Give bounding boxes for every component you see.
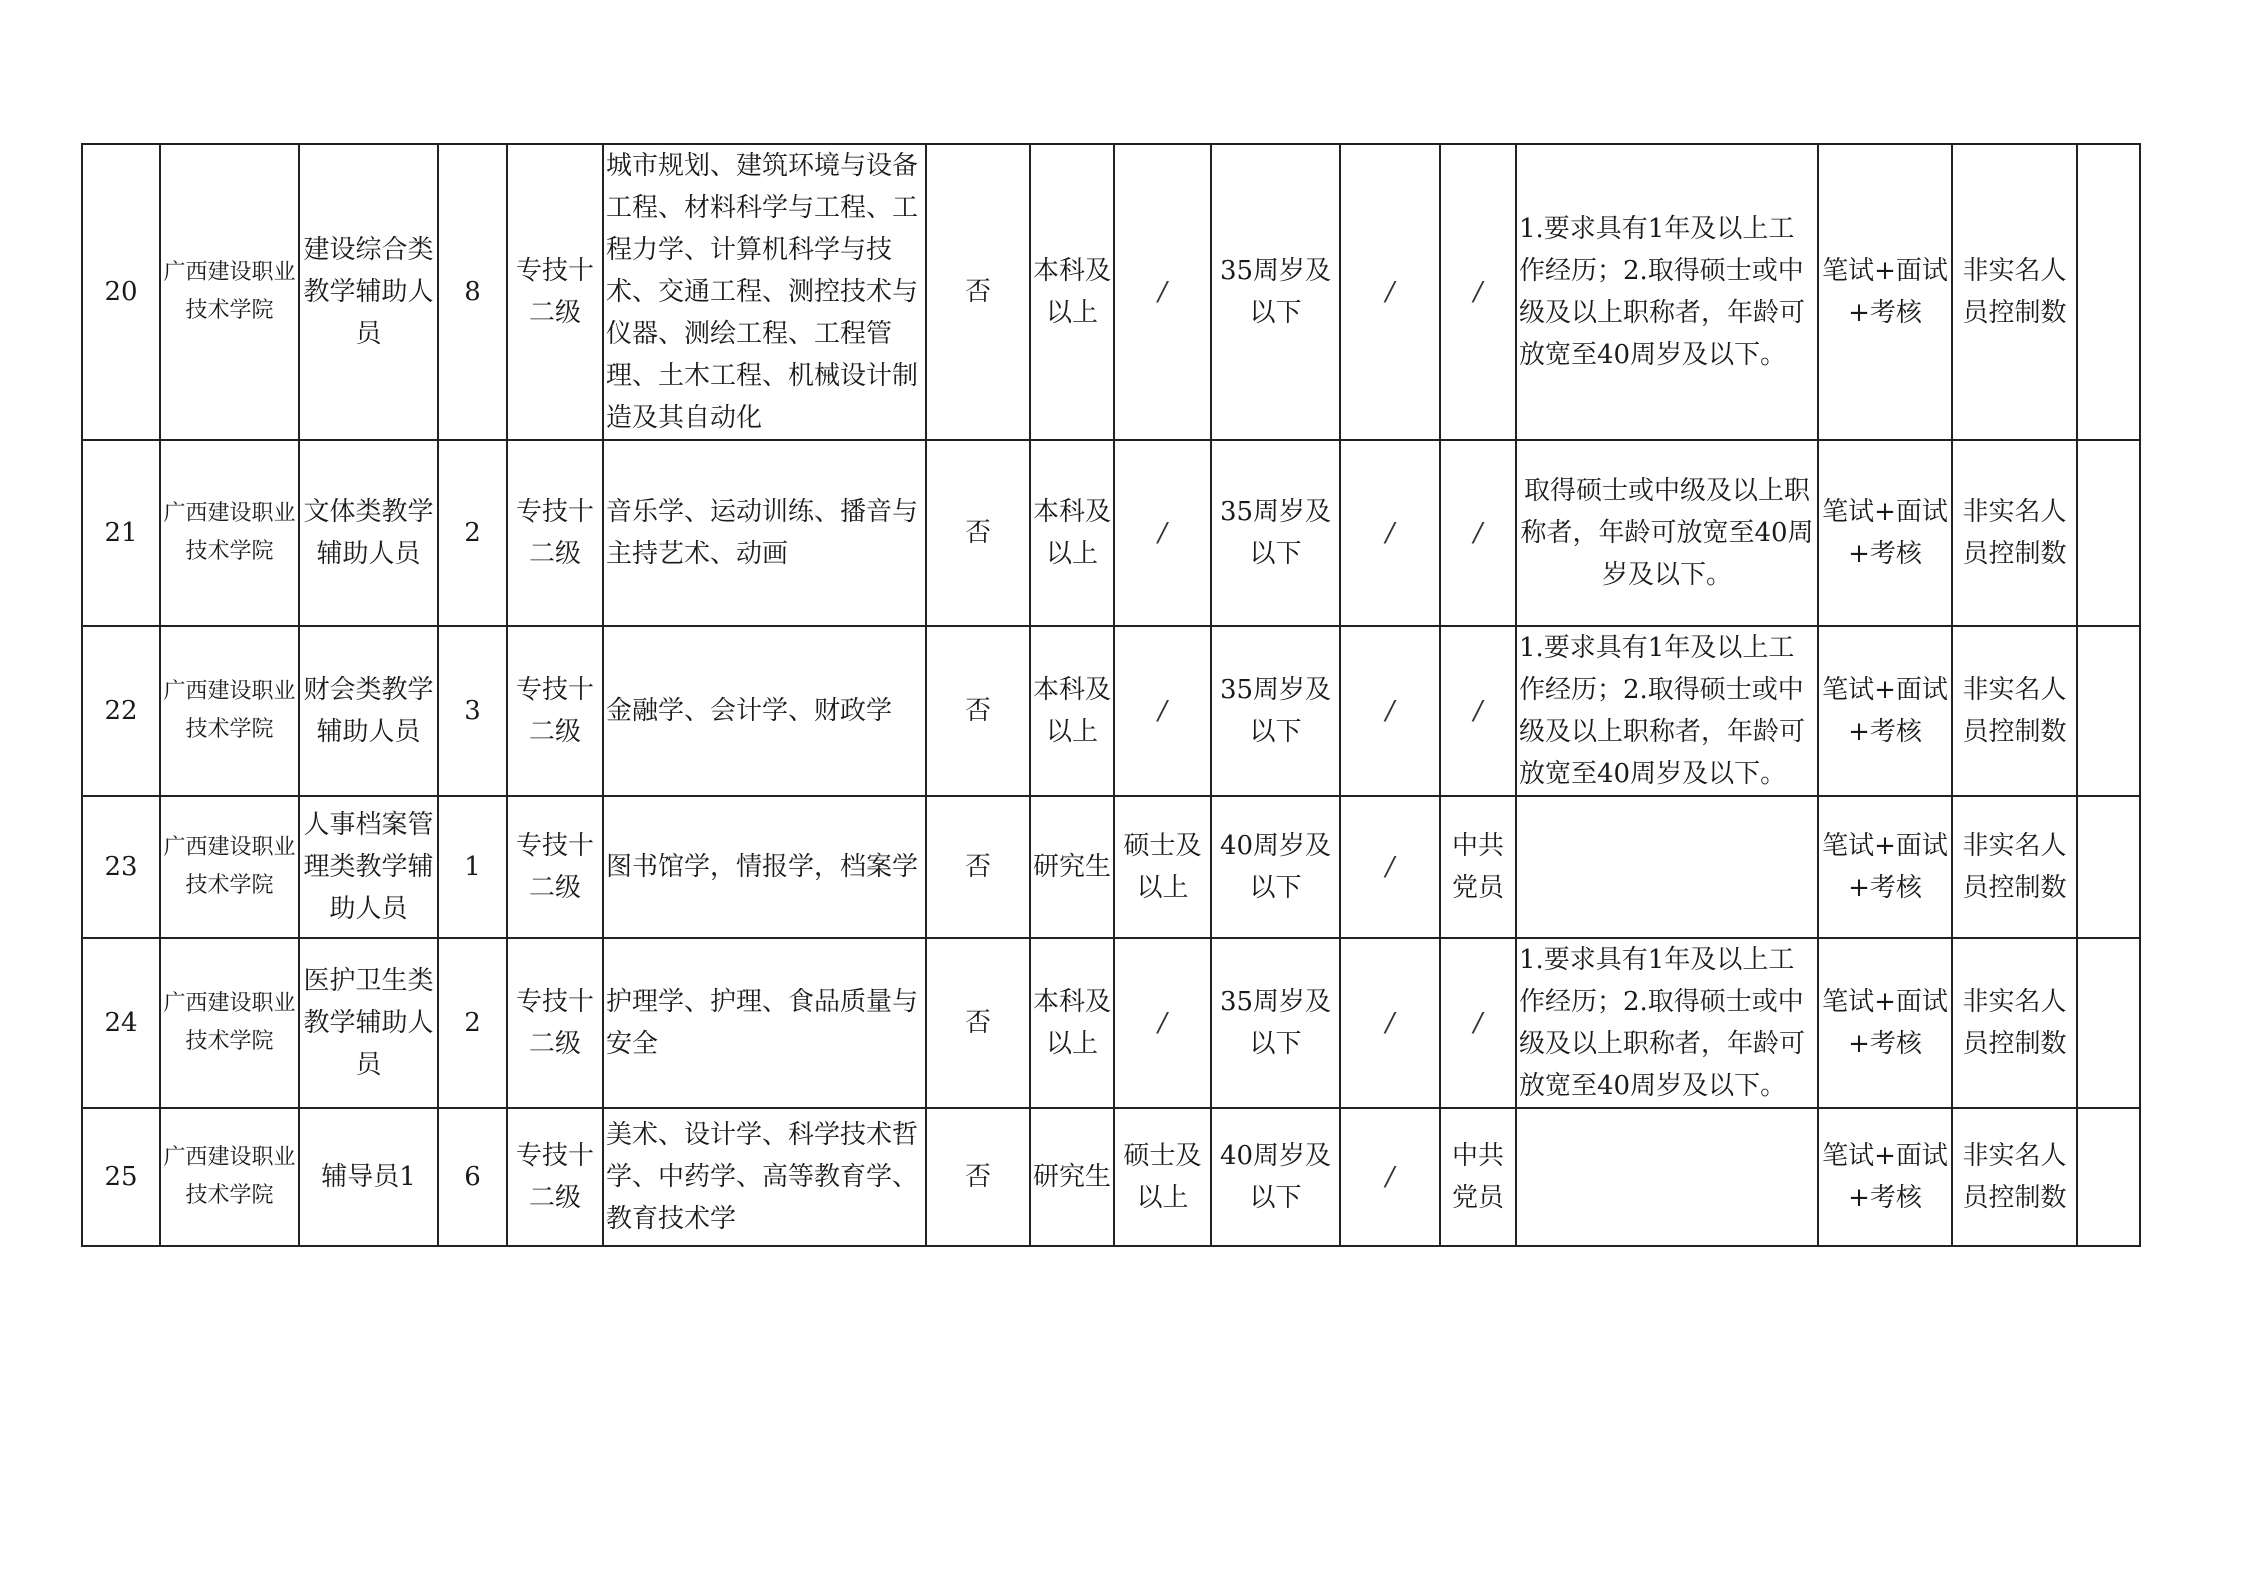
education-requirement: 研究生: [1030, 1108, 1114, 1246]
table-row: [82, 796, 2140, 938]
remark: [2077, 440, 2140, 626]
exam-method: 笔试+面试+考核: [1818, 144, 1952, 440]
other-conditions: 1.要求具有1年及以上工作经历；2.取得硕士或中级及以上职称者，年龄可放宽至40周岁及以下。: [1516, 938, 1818, 1108]
table-row: [82, 144, 2140, 440]
staffing-type: 非实名人员控制数: [1952, 796, 2077, 938]
exam-method: 笔试+面试+考核: [1818, 1108, 1952, 1246]
row-number: 24: [82, 938, 160, 1108]
position-name: 辅导员1: [299, 1108, 438, 1246]
restricted-flag: 否: [926, 144, 1030, 440]
hiring-count: 1: [438, 796, 507, 938]
exam-method: 笔试+面试+考核: [1818, 938, 1952, 1108]
position-name: 财会类教学辅助人员: [299, 626, 438, 796]
hiring-count: 2: [438, 440, 507, 626]
employer-unit: 广西建设职业技术学院: [160, 440, 299, 626]
employer-unit: 广西建设职业技术学院: [160, 144, 299, 440]
age-requirement: 35周岁及以下: [1211, 626, 1340, 796]
position-level: 专技十二级: [507, 1108, 603, 1246]
row-number: 21: [82, 440, 160, 626]
degree-requirement: 硕士及以上: [1114, 796, 1211, 938]
position-name: 建设综合类教学辅助人员: [299, 144, 438, 440]
employer-unit: 广西建设职业技术学院: [160, 938, 299, 1108]
position-level: 专技十二级: [507, 144, 603, 440]
exam-method: 笔试+面试+考核: [1818, 796, 1952, 938]
position-level: 专技十二级: [507, 440, 603, 626]
other-conditions: 取得硕士或中级及以上职称者，年龄可放宽至40周岁及以下。: [1516, 440, 1818, 626]
political-status: /: [1440, 938, 1516, 1108]
education-requirement: 本科及以上: [1030, 626, 1114, 796]
position-name: 人事档案管理类教学辅助人员: [299, 796, 438, 938]
row-number: 20: [82, 144, 160, 440]
restricted-flag: 否: [926, 1108, 1030, 1246]
age-requirement: 40周岁及以下: [1211, 796, 1340, 938]
position-level: 专技十二级: [507, 796, 603, 938]
other-requirement: /: [1340, 440, 1440, 626]
major-requirement: 金融学、会计学、财政学: [603, 626, 926, 796]
exam-method: 笔试+面试+考核: [1818, 440, 1952, 626]
other-requirement: /: [1340, 796, 1440, 938]
age-requirement: 35周岁及以下: [1211, 938, 1340, 1108]
political-status: 中共党员: [1440, 796, 1516, 938]
major-requirement: 护理学、护理、食品质量与安全: [603, 938, 926, 1108]
exam-method: 笔试+面试+考核: [1818, 626, 1952, 796]
political-status: /: [1440, 440, 1516, 626]
restricted-flag: 否: [926, 938, 1030, 1108]
degree-requirement: 硕士及以上: [1114, 1108, 1211, 1246]
hiring-count: 2: [438, 938, 507, 1108]
degree-requirement: /: [1114, 440, 1211, 626]
education-requirement: 本科及以上: [1030, 440, 1114, 626]
other-requirement: /: [1340, 144, 1440, 440]
employer-unit: 广西建设职业技术学院: [160, 626, 299, 796]
education-requirement: 研究生: [1030, 796, 1114, 938]
major-requirement: 美术、设计学、科学技术哲学、中药学、高等教育学、教育技术学: [603, 1108, 926, 1246]
degree-requirement: /: [1114, 144, 1211, 440]
restricted-flag: 否: [926, 626, 1030, 796]
hiring-count: 6: [438, 1108, 507, 1246]
political-status: /: [1440, 626, 1516, 796]
other-requirement: /: [1340, 938, 1440, 1108]
hiring-count: 8: [438, 144, 507, 440]
employer-unit: 广西建设职业技术学院: [160, 796, 299, 938]
row-number: 23: [82, 796, 160, 938]
other-requirement: /: [1340, 1108, 1440, 1246]
major-requirement: 音乐学、运动训练、播音与主持艺术、动画: [603, 440, 926, 626]
political-status: 中共党员: [1440, 1108, 1516, 1246]
degree-requirement: /: [1114, 626, 1211, 796]
education-requirement: 本科及以上: [1030, 144, 1114, 440]
other-conditions: 1.要求具有1年及以上工作经历；2.取得硕士或中级及以上职称者，年龄可放宽至40周岁及以下。: [1516, 626, 1818, 796]
age-requirement: 35周岁及以下: [1211, 144, 1340, 440]
position-name: 医护卫生类教学辅助人员: [299, 938, 438, 1108]
employer-unit: 广西建设职业技术学院: [160, 1108, 299, 1246]
staffing-type: 非实名人员控制数: [1952, 938, 2077, 1108]
remark: [2077, 796, 2140, 938]
recruitment-table: [81, 143, 2141, 1247]
remark: [2077, 1108, 2140, 1246]
restricted-flag: 否: [926, 440, 1030, 626]
degree-requirement: /: [1114, 938, 1211, 1108]
other-conditions: [1516, 796, 1818, 938]
position-level: 专技十二级: [507, 626, 603, 796]
staffing-type: 非实名人员控制数: [1952, 1108, 2077, 1246]
restricted-flag: 否: [926, 796, 1030, 938]
table-row: [82, 1108, 2140, 1246]
table-row: [82, 440, 2140, 626]
remark: [2077, 144, 2140, 440]
major-requirement: 图书馆学，情报学，档案学: [603, 796, 926, 938]
age-requirement: 35周岁及以下: [1211, 440, 1340, 626]
other-conditions: 1.要求具有1年及以上工作经历；2.取得硕士或中级及以上职称者，年龄可放宽至40周岁及以下。: [1516, 144, 1818, 440]
staffing-type: 非实名人员控制数: [1952, 440, 2077, 626]
age-requirement: 40周岁及以下: [1211, 1108, 1340, 1246]
table-row: [82, 938, 2140, 1108]
position-name: 文体类教学辅助人员: [299, 440, 438, 626]
remark: [2077, 938, 2140, 1108]
other-conditions: [1516, 1108, 1818, 1246]
position-level: 专技十二级: [507, 938, 603, 1108]
other-requirement: /: [1340, 626, 1440, 796]
staffing-type: 非实名人员控制数: [1952, 626, 2077, 796]
political-status: /: [1440, 144, 1516, 440]
remark: [2077, 626, 2140, 796]
staffing-type: 非实名人员控制数: [1952, 144, 2077, 440]
table-row: [82, 626, 2140, 796]
hiring-count: 3: [438, 626, 507, 796]
row-number: 25: [82, 1108, 160, 1246]
row-number: 22: [82, 626, 160, 796]
major-requirement: 城市规划、建筑环境与设备工程、材料科学与工程、工程力学、计算机科学与技术、交通工程、测控技术与仪器、测绘工程、工程管理、土木工程、机械设计制造及其自动化: [603, 144, 926, 440]
education-requirement: 本科及以上: [1030, 938, 1114, 1108]
